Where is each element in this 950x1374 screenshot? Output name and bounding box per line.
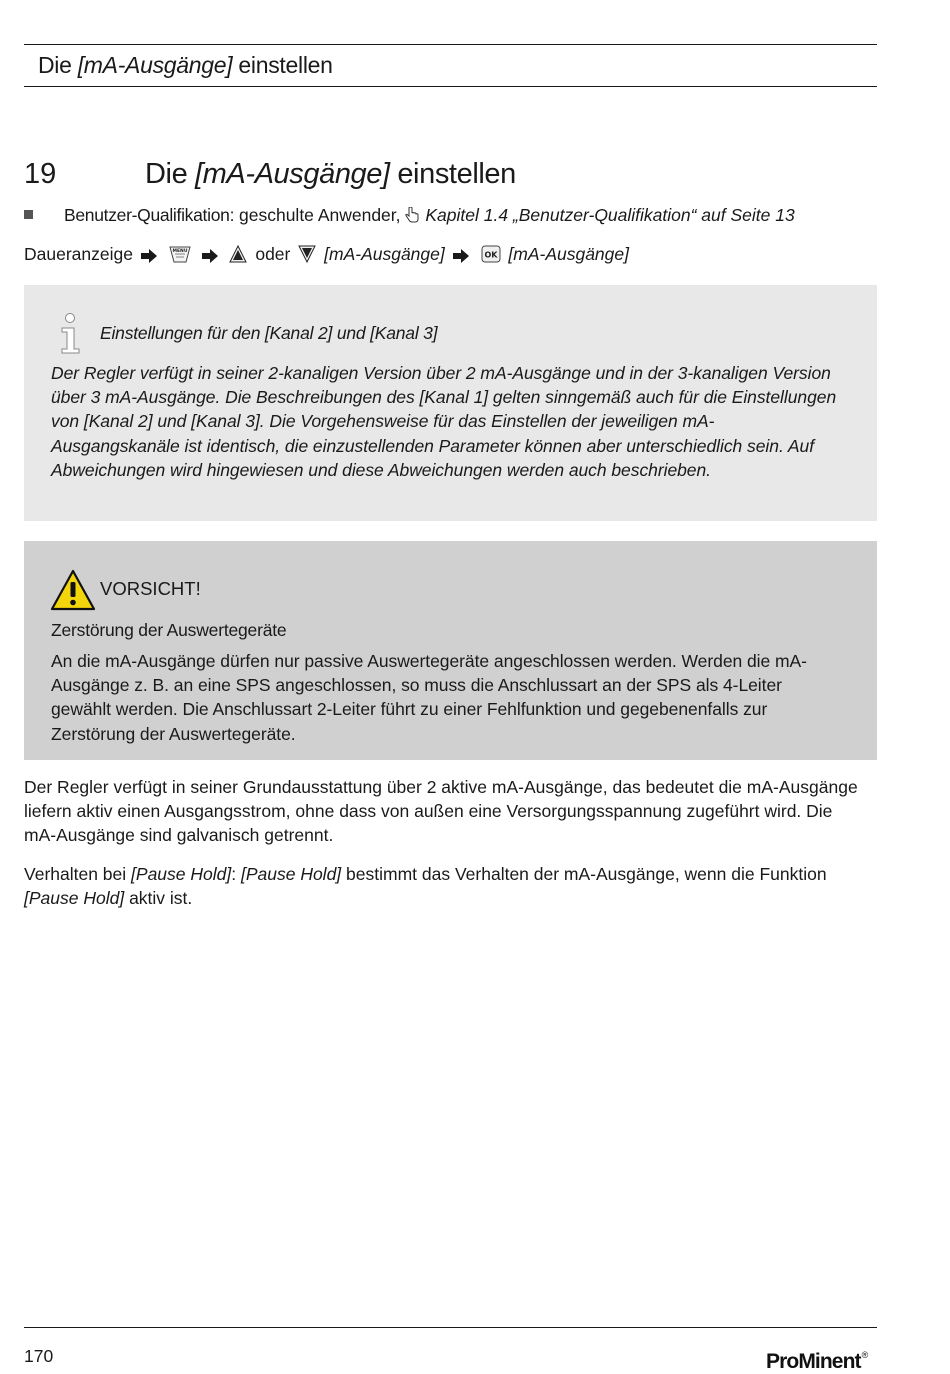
- menu-path-or: oder: [255, 244, 291, 264]
- chapter-reference-link[interactable]: Kapitel 1.4 „Benutzer-Qualifikation“ auf Seite 13: [425, 205, 795, 225]
- menu-path-item-2: [mA-Ausgänge]: [508, 244, 629, 264]
- qualification-label: Benutzer-Qualifikation:: [64, 205, 235, 225]
- ok-key-icon: [481, 244, 501, 270]
- down-triangle-icon: [298, 244, 316, 270]
- menu-path-start: Daueranzeige: [24, 244, 133, 264]
- up-triangle-icon: [229, 244, 247, 270]
- warning-text: An die mA-Ausgänge dürfen nur passive Auswertegeräte angeschlossen werden. Werden die mA-Ausgänge z. B. an eine SPS angeschlossen, so muss die Anschlussart an der SPS als 4-Leiter gewählt werden. Die Anschlussart 2-Leiter führt zu einer Fehlfunktion und gegebenenfalls zur Zerstörung der Auswertegeräte.: [51, 651, 807, 744]
- menu-path: [24, 241, 629, 270]
- menu-path-item-1: [mA-Ausgänge]: [324, 244, 445, 264]
- page-number: 170: [24, 1346, 54, 1366]
- warning-subtitle: Zerstörung der Auswertegeräte: [51, 620, 287, 640]
- info-note-title: Einstellungen für den [Kanal 2] und [Kanal 3]: [100, 323, 438, 343]
- info-icon: [56, 313, 84, 360]
- header-rule: [24, 86, 877, 87]
- svg-text:MENU: MENU: [172, 249, 188, 254]
- prominent-logo: ProMinent®: [766, 1350, 868, 1373]
- right-arrow-icon: [141, 244, 158, 270]
- info-note: [24, 285, 877, 521]
- warning-box: [24, 541, 877, 760]
- chapter-title: Die [mA-Ausgänge] einstellen: [145, 158, 516, 190]
- body-paragraph-pause-hold: Verhalten bei [Pause Hold]: [Pause Hold] bestimmt das Verhalten der mA-Ausgänge, wenn die Funktion [Pause Hold] aktiv ist.: [24, 864, 827, 909]
- qualification-value: geschulte Anwender,: [234, 205, 406, 225]
- warning-triangle-icon: [50, 569, 96, 616]
- menu-key-icon: [169, 244, 191, 270]
- svg-text:OK: OK: [484, 250, 497, 260]
- top-rule: [24, 44, 877, 45]
- right-arrow-icon: [453, 244, 470, 270]
- hand-pointer-icon: [405, 205, 419, 229]
- warning-heading: VORSICHT!: [100, 578, 201, 599]
- bullet-square-icon: [24, 210, 33, 219]
- chapter-number: 19: [24, 158, 57, 190]
- qualification-item: [24, 203, 795, 229]
- body-paragraph: Der Regler verfügt in seiner Grundausstattung über 2 aktive mA-Ausgänge, das bedeutet die mA-Ausgänge liefern aktiv einen Ausgangsstrom, ohne dass von außen eine Versorgungsspannung zugeführt wird. Die mA-Ausgänge sind galvanisch getrennt.: [24, 777, 858, 846]
- running-head: Die [mA-Ausgänge] einstellen: [38, 52, 333, 78]
- right-arrow-icon: [202, 244, 219, 270]
- footer-rule: [24, 1327, 877, 1328]
- info-note-text: Der Regler verfügt in seiner 2-kanaligen Version über 2 mA-Ausgänge und in der 3-kanaligen Version über 3 mA-Ausgänge. Die Beschreibungen des [Kanal 1] gelten sinngemäß auch für die Einstellungen von [Kanal 2] und [Kanal 3]. Die Vorgehensweise für das Einstellen der jeweiligen mA-Ausgangskanäle ist identisch, die einzustellenden Parameter können aber unterschiedlich sein. Auf Abweichungen wird hingewiesen und diese Abweichungen werden auch beschrieben.: [51, 363, 837, 480]
